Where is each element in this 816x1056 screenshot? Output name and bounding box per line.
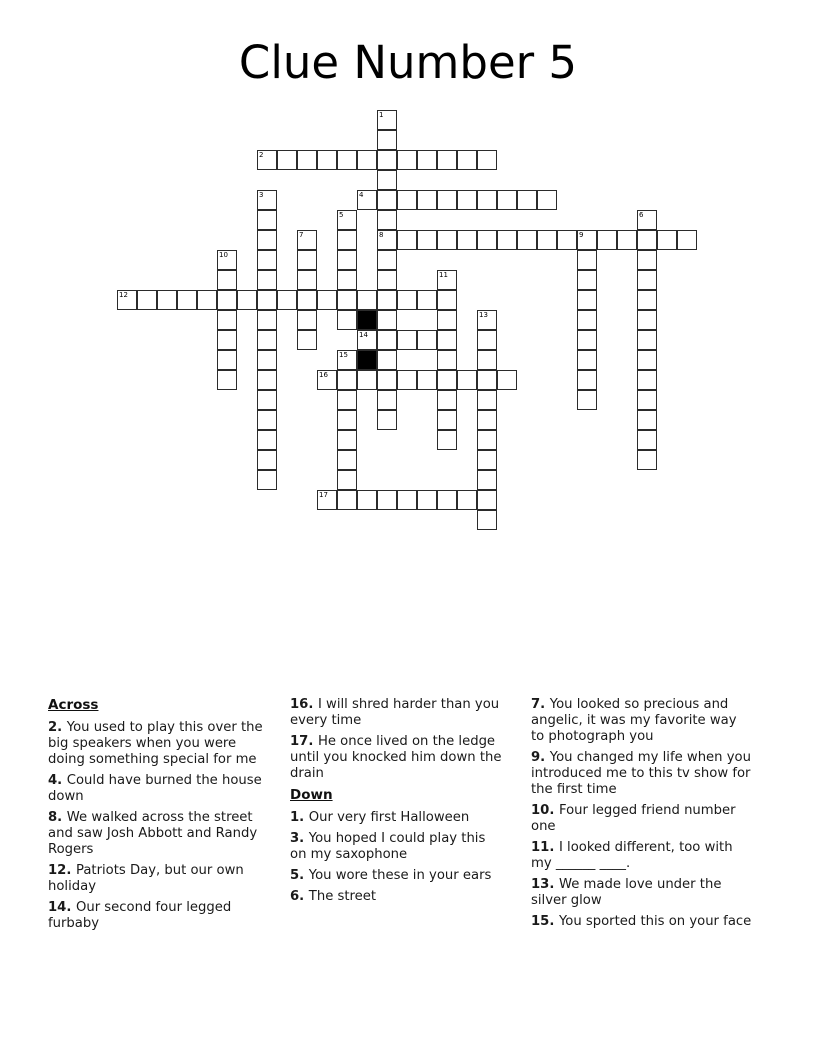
grid-cell[interactable]: [277, 150, 297, 170]
grid-cell[interactable]: [577, 310, 597, 330]
grid-cell[interactable]: [477, 230, 497, 250]
grid-cell[interactable]: [377, 170, 397, 190]
grid-cell[interactable]: [377, 150, 397, 170]
grid-cell[interactable]: [277, 290, 297, 310]
across-header: Across: [48, 697, 99, 713]
clue-column-1: [48, 697, 263, 937]
grid-cell[interactable]: [257, 330, 277, 350]
clue-number-label: 16.: [290, 697, 318, 712]
grid-cell[interactable]: [457, 190, 477, 210]
grid-cell[interactable]: [437, 230, 457, 250]
grid-cell[interactable]: [597, 230, 617, 250]
grid-cell[interactable]: [397, 230, 417, 250]
grid-cell[interactable]: [337, 290, 357, 310]
clue-number-label: 8.: [48, 810, 67, 825]
grid-cell[interactable]: [477, 370, 497, 390]
grid-cell[interactable]: [637, 290, 657, 310]
clue-4: 4. Could have burned the house down: [48, 773, 262, 804]
clue-12: 12. Patriots Day, but our own holiday: [48, 863, 244, 894]
grid-number-5: 5: [339, 211, 344, 219]
clue-2: 2. You used to play this over the big speakers when you were doing something special for me: [48, 720, 263, 767]
grid-cell[interactable]: [577, 250, 597, 270]
grid-cell[interactable]: [217, 370, 237, 390]
clue-number-label: 12.: [48, 863, 76, 878]
grid-cell[interactable]: [257, 430, 277, 450]
clue-number-label: 2.: [48, 720, 67, 735]
grid-cell[interactable]: [217, 270, 237, 290]
grid-number-1: 1: [379, 111, 384, 119]
clue-column-3: [531, 697, 753, 935]
grid-number-17: 17: [319, 491, 328, 499]
grid-cell[interactable]: [497, 190, 517, 210]
grid-cell[interactable]: [377, 190, 397, 210]
grid-cell[interactable]: [477, 350, 497, 370]
grid-cell[interactable]: [637, 270, 657, 290]
grid-cell[interactable]: [257, 210, 277, 230]
grid-number-2: 2: [259, 151, 264, 159]
grid-cell[interactable]: [337, 150, 357, 170]
grid-cell[interactable]: [257, 290, 277, 310]
grid-cell[interactable]: [337, 490, 357, 510]
grid-cell[interactable]: [477, 510, 497, 530]
grid-cell[interactable]: [417, 290, 437, 310]
grid-cell[interactable]: [137, 290, 157, 310]
grid-cell[interactable]: [257, 310, 277, 330]
clue-number-label: 7.: [531, 697, 550, 712]
grid-cell[interactable]: [257, 350, 277, 370]
grid-number-11: 11: [439, 271, 448, 279]
grid-cell[interactable]: [557, 230, 577, 250]
grid-number-9: 9: [579, 231, 584, 239]
grid-cell[interactable]: [337, 450, 357, 470]
grid-cell[interactable]: [417, 190, 437, 210]
grid-cell[interactable]: [397, 330, 417, 350]
clue-15: 15. You sported this on your face: [531, 914, 752, 929]
grid-cell[interactable]: [417, 490, 437, 510]
clue-1: 1. Our very first Halloween: [290, 810, 470, 825]
grid-cell[interactable]: [637, 310, 657, 330]
grid-cell[interactable]: [197, 290, 217, 310]
grid-cell[interactable]: [397, 290, 417, 310]
grid-cell[interactable]: [437, 390, 457, 410]
grid-cell[interactable]: [497, 370, 517, 390]
grid-number-3: 3: [259, 191, 264, 199]
grid-cell[interactable]: [417, 230, 437, 250]
grid-cell[interactable]: [477, 470, 497, 490]
grid-cell[interactable]: [577, 350, 597, 370]
grid-cell[interactable]: [457, 370, 477, 390]
grid-cell[interactable]: [437, 430, 457, 450]
grid-cell[interactable]: [357, 490, 377, 510]
grid-cell[interactable]: [437, 330, 457, 350]
clue-number-label: 3.: [290, 831, 309, 846]
grid-cell[interactable]: [437, 190, 457, 210]
grid-cell[interactable]: [417, 370, 437, 390]
grid-cell[interactable]: [257, 230, 277, 250]
grid-number-10: 10: [219, 251, 228, 259]
grid-cell[interactable]: [437, 290, 457, 310]
clue-number-label: 5.: [290, 868, 309, 883]
clue-number-label: 1.: [290, 810, 309, 825]
grid-cell[interactable]: [357, 150, 377, 170]
grid-cell[interactable]: [257, 410, 277, 430]
grid-cell[interactable]: [317, 150, 337, 170]
grid-cell[interactable]: [457, 150, 477, 170]
grid-cell[interactable]: [477, 330, 497, 350]
grid-cell[interactable]: [217, 310, 237, 330]
clue-number-label: 10.: [531, 803, 559, 818]
grid-number-13: 13: [479, 311, 488, 319]
grid-cell[interactable]: [437, 490, 457, 510]
clue-11: 11. I looked different, too with my ______ ____.: [531, 840, 733, 871]
grid-cell[interactable]: [377, 370, 397, 390]
clue-17: 17. He once lived on the ledge until you knocked him down the drain: [290, 734, 502, 781]
grid-cell[interactable]: [217, 290, 237, 310]
grid-cell[interactable]: [297, 290, 317, 310]
grid-cell[interactable]: [637, 430, 657, 450]
clue-7: 7. You looked so precious and angelic, it was my favorite way to photograph you: [531, 697, 737, 744]
grid-cell[interactable]: [257, 370, 277, 390]
clue-3: 3. You hoped I could play this on my saxophone: [290, 831, 486, 862]
blocked-cell: [357, 310, 377, 330]
grid-cell[interactable]: [217, 330, 237, 350]
grid-number-8: 8: [379, 231, 384, 239]
grid-cell[interactable]: [637, 330, 657, 350]
clue-8: 8. We walked across the street and saw Josh Abbott and Randy Rogers: [48, 810, 258, 857]
grid-cell[interactable]: [637, 250, 657, 270]
grid-cell[interactable]: [637, 350, 657, 370]
puzzle-title: Clue Number 5: [238, 36, 578, 89]
clue-number-label: 11.: [531, 840, 559, 855]
grid-cell[interactable]: [357, 370, 377, 390]
clue-5: 5. You wore these in your ears: [290, 868, 492, 883]
down-header: Down: [290, 787, 333, 803]
grid-cell[interactable]: [377, 310, 397, 330]
grid-cell[interactable]: [457, 230, 477, 250]
grid-number-14: 14: [359, 331, 368, 339]
grid-cell[interactable]: [477, 450, 497, 470]
grid-cell[interactable]: [257, 270, 277, 290]
grid-number-6: 6: [639, 211, 644, 219]
grid-cell[interactable]: [577, 330, 597, 350]
grid-cell[interactable]: [577, 390, 597, 410]
grid-number-16: 16: [319, 371, 328, 379]
grid-cell[interactable]: [317, 290, 337, 310]
clue-column-2: [290, 697, 505, 910]
grid-cell[interactable]: [337, 410, 357, 430]
grid-cell[interactable]: [477, 190, 497, 210]
grid-cell[interactable]: [257, 470, 277, 490]
blocked-cell: [357, 350, 377, 370]
grid-cell[interactable]: [377, 130, 397, 150]
clue-14: 14. Our second four legged furbaby: [48, 900, 232, 931]
grid-cell[interactable]: [337, 230, 357, 250]
grid-cell[interactable]: [617, 230, 637, 250]
grid-cell[interactable]: [397, 190, 417, 210]
grid-cell[interactable]: [537, 190, 557, 210]
grid-cell[interactable]: [537, 230, 557, 250]
grid-cell[interactable]: [397, 370, 417, 390]
grid-number-7: 7: [299, 231, 304, 239]
clue-10: 10. Four legged friend number one: [531, 803, 736, 834]
grid-cell[interactable]: [377, 250, 397, 270]
grid-cell[interactable]: [637, 390, 657, 410]
clue-number-label: 4.: [48, 773, 67, 788]
grid-cell[interactable]: [297, 330, 317, 350]
grid-cell[interactable]: [517, 190, 537, 210]
clue-9: 9. You changed my life when you introduced me to this tv show for the first time: [531, 750, 751, 797]
grid-cell[interactable]: [337, 250, 357, 270]
grid-cell[interactable]: [157, 290, 177, 310]
grid-cell[interactable]: [637, 450, 657, 470]
grid-cell[interactable]: [477, 430, 497, 450]
grid-cell[interactable]: [437, 150, 457, 170]
clue-number-label: 17.: [290, 734, 318, 749]
grid-cell[interactable]: [337, 310, 357, 330]
grid-cell[interactable]: [377, 290, 397, 310]
clue-number-label: 6.: [290, 889, 309, 904]
grid-cell[interactable]: [577, 290, 597, 310]
clue-13: 13. We made love under the silver glow: [531, 877, 722, 908]
grid-cell[interactable]: [397, 150, 417, 170]
grid-cell[interactable]: [417, 150, 437, 170]
grid-cell[interactable]: [177, 290, 197, 310]
grid-cell[interactable]: [377, 210, 397, 230]
grid-cell[interactable]: [477, 390, 497, 410]
grid-number-15: 15: [339, 351, 348, 359]
clue-number-label: 14.: [48, 900, 76, 915]
grid-cell[interactable]: [257, 250, 277, 270]
grid-cell[interactable]: [357, 290, 377, 310]
grid-cell[interactable]: [477, 150, 497, 170]
grid-cell[interactable]: [237, 290, 257, 310]
clue-number-label: 13.: [531, 877, 559, 892]
grid-cell[interactable]: [457, 490, 477, 510]
grid-cell[interactable]: [377, 410, 397, 430]
clue-number-label: 15.: [531, 914, 559, 929]
grid-cell[interactable]: [577, 370, 597, 390]
grid-cell[interactable]: [477, 410, 497, 430]
grid-cell[interactable]: [377, 330, 397, 350]
grid-cell[interactable]: [657, 230, 677, 250]
grid-cell[interactable]: [517, 230, 537, 250]
grid-cell[interactable]: [337, 270, 357, 290]
clue-number-label: 9.: [531, 750, 550, 765]
grid-cell[interactable]: [297, 270, 317, 290]
grid-cell[interactable]: [477, 490, 497, 510]
clue-16: 16. I will shred harder than you every time: [290, 697, 500, 728]
grid-cell[interactable]: [337, 390, 357, 410]
grid-cell[interactable]: [637, 370, 657, 390]
grid-cell[interactable]: [437, 410, 457, 430]
grid-cell[interactable]: [257, 390, 277, 410]
grid-cell[interactable]: [297, 250, 317, 270]
grid-cell[interactable]: [577, 270, 597, 290]
grid-cell[interactable]: [337, 370, 357, 390]
grid-cell[interactable]: [257, 450, 277, 470]
grid-cell[interactable]: [377, 490, 397, 510]
grid-cell[interactable]: [677, 230, 697, 250]
grid-number-4: 4: [359, 191, 364, 199]
grid-cell[interactable]: [397, 490, 417, 510]
clue-6: 6. The street: [290, 889, 377, 904]
grid-cell[interactable]: [297, 310, 317, 330]
grid-cell[interactable]: [437, 310, 457, 330]
grid-cell[interactable]: [297, 150, 317, 170]
grid-cell[interactable]: [377, 350, 397, 370]
grid-cell[interactable]: [637, 410, 657, 430]
grid-cell[interactable]: [377, 270, 397, 290]
grid-cell[interactable]: [377, 390, 397, 410]
grid-cell[interactable]: [497, 230, 517, 250]
grid-cell[interactable]: [437, 370, 457, 390]
grid-cell[interactable]: [437, 350, 457, 370]
grid-cell[interactable]: [337, 470, 357, 490]
grid-cell[interactable]: [417, 330, 437, 350]
grid-cell[interactable]: [337, 430, 357, 450]
grid-cell[interactable]: [637, 230, 657, 250]
grid-number-12: 12: [119, 291, 128, 299]
grid-cell[interactable]: [217, 350, 237, 370]
